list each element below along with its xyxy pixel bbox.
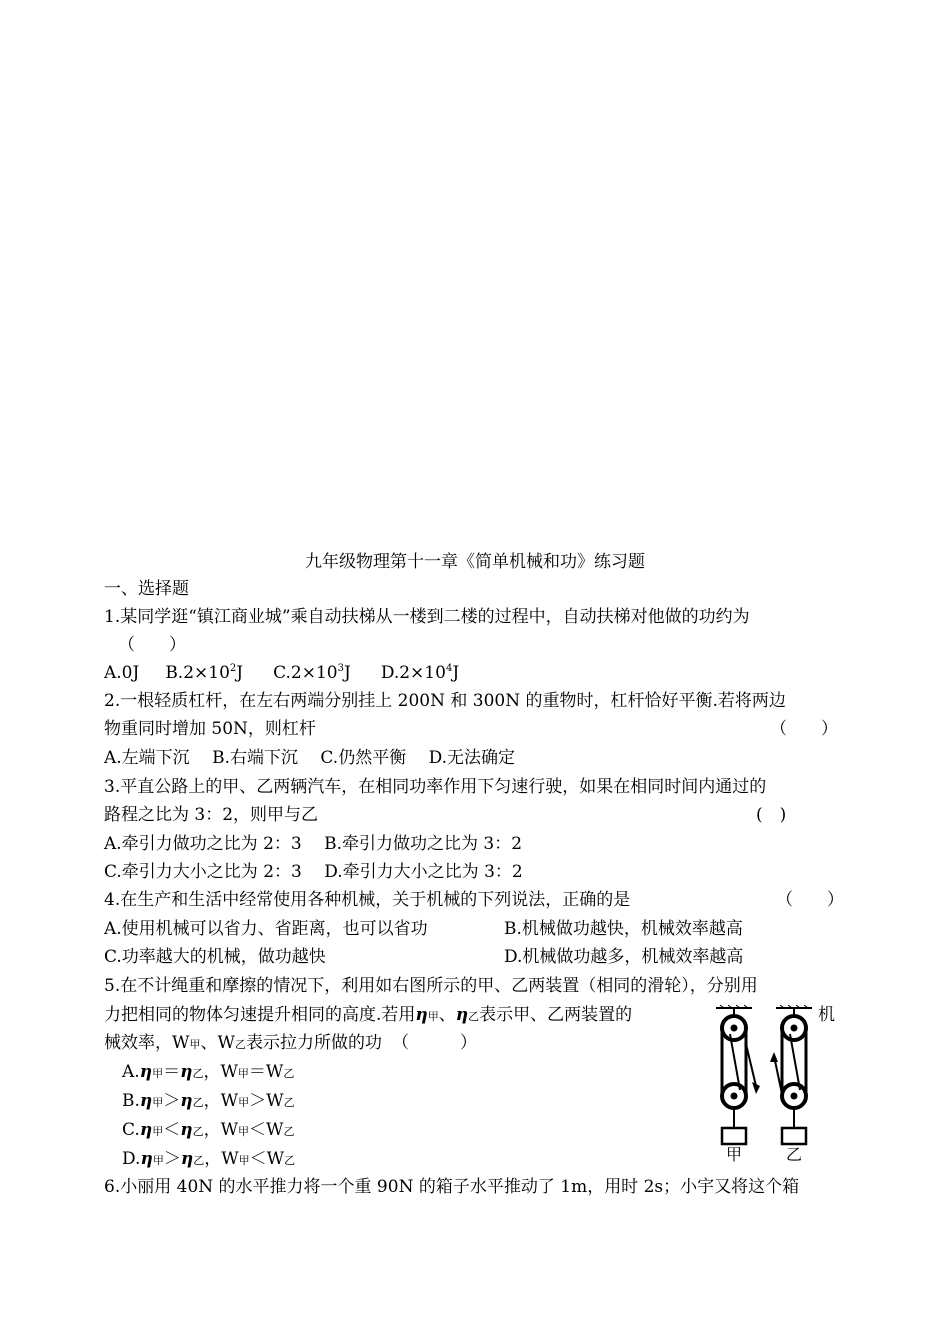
q1-option-c: $C.2\times 10^3J$ — [273, 663, 351, 683]
figure-label-jia: 甲 — [726, 1145, 743, 1164]
pulley-system-jia — [722, 1008, 760, 1144]
q4-stem: 4.在生产和生活中经常使用各种机械，关于机械的下列说法，正确的是 — [104, 890, 631, 910]
q4-option-c: C.功率越大的机械，做功越快 — [104, 947, 326, 967]
q4-answer-paren: （ ） — [776, 890, 844, 910]
q5-answer-paren: （ ） — [391, 1033, 477, 1053]
q4-option-b: B.机械做功越快，机械效率越高 — [504, 919, 743, 939]
q5-option-c: C.η甲＜η乙，W甲＜W乙 — [122, 1120, 295, 1140]
q3-options-ab: A.牵引力做功之比为 2：3 B.牵引力做功之比为 3：2 — [104, 834, 523, 854]
pulley-system-yi — [770, 1008, 806, 1144]
q1-option-d: $D.2\times 10^4J$ — [380, 663, 460, 683]
q5-option-b: B.η甲＞η乙，W甲＞W乙 — [122, 1091, 295, 1111]
q3-options-cd: C.牵引力大小之比为 2：3 D.牵引力大小之比为 3：2 — [104, 862, 523, 882]
q3-answer-paren: ( ) — [756, 805, 787, 825]
q1-option-a: A.0J — [104, 663, 140, 683]
pulley-figure — [712, 1004, 822, 1164]
q3-stem-line2: 路程之比为 3：2，则甲与乙 — [104, 805, 319, 825]
q5-option-d: D.η甲＞η乙，W甲＜W乙 — [122, 1149, 296, 1169]
q5-stem-line3: 械效率，W甲、W乙表示拉力所做的功 （ ） — [104, 1033, 477, 1053]
q1-option-b: $B.2\times 10^2J$ — [165, 663, 244, 683]
q5-stem-line1: 5.在不计绳重和摩擦的情况下，利用如右图所示的甲、乙两装置（相同的滑轮），分别用 — [104, 976, 758, 996]
q1-stem: 1.某同学逛“镇江商业城”乘自动扶梯从一楼到二楼的过程中，自动扶梯对他做的功约为 — [104, 607, 750, 627]
q5-option-a: A.η甲＝η乙，W甲＝W乙 — [122, 1062, 295, 1082]
q5-stem-line2-end: 机 — [818, 1005, 835, 1025]
q3-stem-line1: 3.平直公路上的甲、乙两辆汽车，在相同功率作用下匀速行驶，如果在相同时间内通过的 — [104, 777, 767, 797]
ceiling-jia — [716, 1005, 752, 1008]
arrow-up-icon — [770, 1052, 778, 1062]
q2-answer-paren: （ ） — [770, 719, 838, 739]
figure-label-yi: 乙 — [786, 1145, 803, 1164]
section-heading: 一、选择题 — [104, 579, 189, 599]
q4-option-d: D.机械做功越多，机械效率越高 — [504, 947, 744, 967]
q1-answer-paren: （ ） — [118, 635, 186, 655]
q2-options: A.左端下沉 B.右端下沉 C.仍然平衡 D.无法确定 — [104, 748, 516, 768]
ceiling-yi — [776, 1005, 812, 1008]
q2-stem-line1: 2.一根轻质杠杆，在左右两端分别挂上 200N 和 300N 的重物时，杠杆恰好平衡.若将两边 — [104, 691, 786, 711]
q4-option-a: A.使用机械可以省力、省距离，也可以省功 — [104, 919, 428, 939]
q6-stem-line1: 6.小丽用 40N 的水平推力将一个重 90N 的箱子水平推动了 1m，用时 2s；小宇又将这个箱 — [104, 1177, 800, 1197]
q5-stem-line2: 力把相同的物体匀速提升相同的高度.若用η甲、η乙表示甲、乙两装置的 — [104, 1005, 633, 1025]
q2-stem-line2: 物重同时增加 50N，则杠杆 — [104, 719, 316, 739]
page-title: 九年级物理第十一章《简单机械和功》练习题 — [305, 552, 645, 572]
q1-options — [104, 661, 459, 685]
